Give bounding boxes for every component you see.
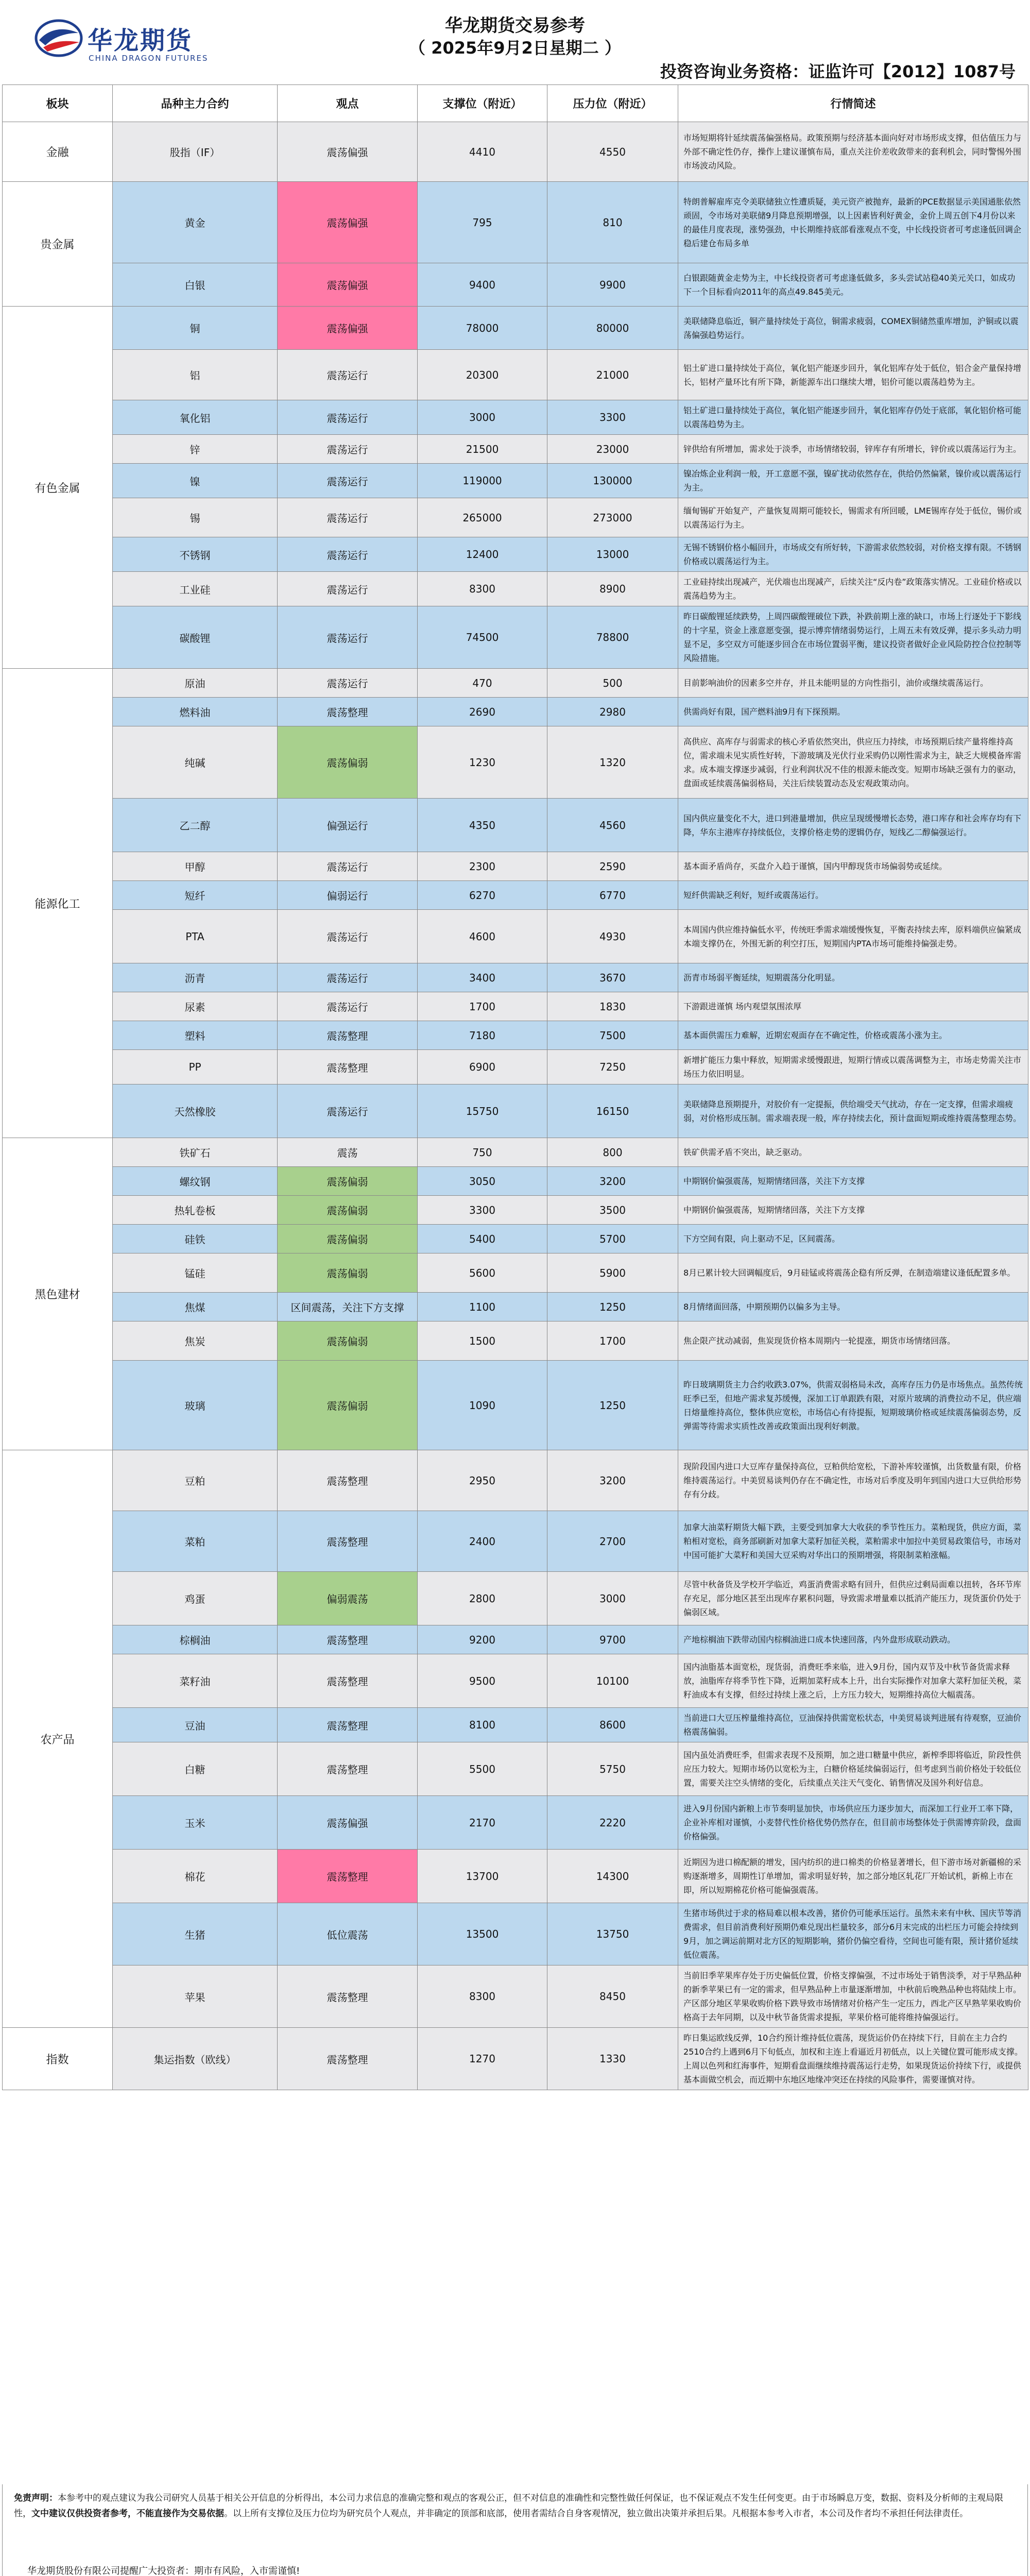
view-cell: 震荡运行 (278, 400, 418, 435)
table-row (3, 263, 1028, 307)
contract-cell: 镍 (113, 464, 278, 498)
view-cell: 偏弱运行 (278, 881, 418, 910)
table-row (3, 1167, 1028, 1196)
contract-cell: 白银 (113, 263, 278, 307)
support-cell: 265000 (418, 498, 547, 537)
brand-name-en: CHINA DRAGON FUTURES (89, 54, 209, 63)
view-cell: 震荡运行 (278, 435, 418, 464)
resistance-cell: 4550 (547, 122, 678, 182)
resistance-cell: 2220 (547, 1796, 678, 1850)
table-row (3, 1450, 1028, 1511)
table-row (3, 307, 1028, 350)
resistance-cell: 273000 (547, 498, 678, 537)
view-cell: 震荡整理 (278, 1450, 418, 1511)
description-cell: 工业硅持续出现减产，光伏端也出现减产，后续关注“反内卷”政策落实情况。工业硅价格或以震荡趋势为主。 (678, 572, 1028, 606)
description-cell: 国内虽处消费旺季，但需求表现不及预期，加之进口糖量中供应，新榨季即将临近，阶段性供应压力较大。短期市场仍以宽松为主，白糖价格延续偏弱运行，但考虑到当前价格处于较低位置，需要关注空头情绪的变化，后续重点关注天气变化、销售情况及国外利好信息。 (678, 1742, 1028, 1796)
description-cell: 高供应、高库存与弱需求的核心矛盾依然突出，供应压力持续，市场预期后续产量将维持高位，需求端未见实质性好转，下游玻璃及光伏行业采购仍以刚性需求为主，缺乏大规模备库需求。成本端支撑逐步减弱，行业利润状况不佳的根源未能改变。短期市场缺乏强有力的驱动，盘面或延续震荡偏弱格局，关注后续装置动态及宏观政策动向。 (678, 726, 1028, 799)
view-cell: 震荡运行 (278, 963, 418, 992)
resistance-cell: 14300 (547, 1850, 678, 1903)
contract-cell: 玉米 (113, 1796, 278, 1850)
view-cell: 震荡偏强 (278, 122, 418, 182)
table-row (3, 537, 1028, 572)
table-row (3, 726, 1028, 799)
view-cell: 震荡运行 (278, 537, 418, 572)
view-cell: 震荡整理 (278, 1965, 418, 2028)
view-cell: 震荡运行 (278, 606, 418, 669)
description-cell: 近期因为进口棉配额的增发，国内纺织的进口棉类的价格显著增长，但下游市场对新疆棉的采购逐渐增多，周期性订单增加，需求明显好转，加之部分地区轧花厂开始试机，新棉上市在即，所以短期棉花价格可能偏强震荡。 (678, 1850, 1028, 1903)
sector-cell: 能源化工 (3, 669, 113, 1138)
contract-cell: 塑料 (113, 1021, 278, 1050)
support-cell: 1100 (418, 1293, 547, 1321)
contract-cell: 菜籽油 (113, 1654, 278, 1708)
table-row (3, 572, 1028, 606)
support-cell: 1270 (418, 2028, 547, 2090)
description-cell: 焦企限产扰动减弱，焦炭现货价格本周期内一轮提涨，期货市场情绪回落。 (678, 1321, 1028, 1361)
resistance-cell: 13750 (547, 1903, 678, 1965)
support-cell: 2400 (418, 1511, 547, 1572)
table-row (3, 350, 1028, 400)
contract-cell: 尿素 (113, 992, 278, 1021)
contract-cell: 豆油 (113, 1708, 278, 1742)
table-row (3, 1321, 1028, 1361)
contract-cell: 碳酸锂 (113, 606, 278, 669)
table-row (3, 910, 1028, 963)
sector-cell: 指数 (3, 2028, 113, 2090)
support-cell: 8300 (418, 572, 547, 606)
header-description: 行情简述 (678, 85, 1028, 122)
resistance-cell: 16150 (547, 1084, 678, 1138)
description-cell: 加拿大油菜籽期货大幅下跌，主要受到加拿大大收获的季节性压力。菜粕现货，供应方面，菜粕相对宽松，商务部刷新对加拿大菜籽加征关税，菜粕需求中加拉中美贸易政策信号，市场对中国可能扩大菜籽和美国大豆采购对华出口的预期增强，将限制菜粕涨幅。 (678, 1511, 1028, 1572)
license-info: 投资咨询业务资格：证监许可【2012】1087号 (660, 62, 1016, 81)
description-cell: 国内油脂基本面宽松，现货弱，消费旺季来临，进入9月份，国内双节及中秋节备货需求释放，油脂库存将季节性下降，近期加菜籽成本上升，出台实际操作对加拿大菜籽加征关税，菜籽油成本有支撑，但经过持续上涨之后，上方压力较大，短期维持高位大幅震荡。 (678, 1654, 1028, 1708)
resistance-cell: 10100 (547, 1654, 678, 1708)
view-cell: 震荡整理 (278, 698, 418, 726)
support-cell: 74500 (418, 606, 547, 669)
description-cell: 沥青市场弱平衡延续，短期震荡分化明显。 (678, 963, 1028, 992)
contract-cell: 焦煤 (113, 1293, 278, 1321)
view-cell: 震荡运行 (278, 992, 418, 1021)
support-cell: 6270 (418, 881, 547, 910)
description-cell: 进入9月份国内新粮上市节奏明显加快，市场供应压力逐步加大，而深加工行业开工率下降，企业补库相对谨慎，小麦替代性价格优势仍然存在，但目前市场整体处于供需博弈阶段，盘面价格偏强。 (678, 1796, 1028, 1850)
support-cell: 4410 (418, 122, 547, 182)
table-row (3, 1625, 1028, 1654)
view-cell: 震荡偏弱 (278, 1361, 418, 1450)
support-cell: 119000 (418, 464, 547, 498)
contract-cell: 燃料油 (113, 698, 278, 726)
table-row (3, 464, 1028, 498)
view-cell: 震荡偏强 (278, 182, 418, 263)
resistance-cell: 3200 (547, 1450, 678, 1511)
resistance-cell: 2700 (547, 1511, 678, 1572)
resistance-cell: 130000 (547, 464, 678, 498)
support-cell: 2300 (418, 852, 547, 881)
futures-table (2, 84, 1028, 2090)
support-cell: 1500 (418, 1321, 547, 1361)
resistance-cell: 8450 (547, 1965, 678, 2028)
view-cell: 震荡运行 (278, 852, 418, 881)
disclaimer-label: 免责声明： (14, 2493, 58, 2503)
table-row (3, 963, 1028, 992)
description-cell: 短纤供需缺乏利好，短纤或震荡运行。 (678, 881, 1028, 910)
table-row (3, 1903, 1028, 1965)
contract-cell: 工业硅 (113, 572, 278, 606)
contract-cell: 甲醇 (113, 852, 278, 881)
view-cell: 震荡整理 (278, 1742, 418, 1796)
view-cell: 偏弱震荡 (278, 1572, 418, 1625)
description-cell: 昨日集运欧线反弹，10合约预计维持低位震荡，现货运价仍在持续下行，目前在主力合约2510合约上遇到6月下旬低点，加权和主连上看逼近月初低点，以上关键位置可能形成支撑。上周以色列和红海事件，短期看盘面继续维持震荡运行走势，如果现货运价持续下行，或提供基本面做空机会，而近期中东地区地缘冲突还在持续的风险事件，需要谨慎对待。 (678, 2028, 1028, 2090)
table-row (3, 669, 1028, 698)
contract-cell: 锰硅 (113, 1253, 278, 1293)
table-row (3, 435, 1028, 464)
table-row (3, 1021, 1028, 1050)
view-cell: 震荡整理 (278, 1021, 418, 1050)
contract-cell: 股指（IF） (113, 122, 278, 182)
description-cell: 镍冶炼企业利润一般，开工意愿不强，镍矿扰动依然存在，供给仍然偏紧，镍价或以震荡运行为主。 (678, 464, 1028, 498)
view-cell: 震荡运行 (278, 350, 418, 400)
support-cell: 9400 (418, 263, 547, 307)
description-cell: 8月已累计较大回调幅度后，9月硅锰或将震荡企稳有所反弹，在制造端建议逢低配置多单。 (678, 1253, 1028, 1293)
description-cell: 美联储降息临近，铜产量持续处于高位，铜需求疲弱，COMEX铜储然重库增加，沪铜或以震荡偏强趋势运行。 (678, 307, 1028, 350)
view-cell: 震荡偏强 (278, 1796, 418, 1850)
support-cell: 4350 (418, 799, 547, 852)
description-cell: 特朗普解雇库克令美联储独立性遭质疑，美元资产被抛弃，最新的PCE数据显示美国通胀依然顽固，令市场对美联储9月降息预期增强，以上因素皆利好黄金，金价上周五创下4月份以来的最佳月度表现，涨势强劲，中长期维持底部看涨观点不变，中长线投资者可考虑逢低回调企稳后建仓布局多单 (678, 182, 1028, 263)
support-cell: 8300 (418, 1965, 547, 2028)
description-cell: 铝土矿进口量持续处于高位，氧化铝产能逐步回升，氧化铝库存处于低位，铝合金产量保持增长，铝材产量环比有所下降，新能源车出口继续大增，铝价可能以震荡趋势为主。 (678, 350, 1028, 400)
table-row (3, 1708, 1028, 1742)
contract-cell: 沥青 (113, 963, 278, 992)
description-cell: 下方空间有限，向上驱动不足，区间震荡。 (678, 1225, 1028, 1253)
table-row (3, 182, 1028, 263)
view-cell: 震荡偏弱 (278, 1225, 418, 1253)
resistance-cell: 8900 (547, 572, 678, 606)
table-row (3, 1253, 1028, 1293)
view-cell: 震荡运行 (278, 498, 418, 537)
resistance-cell: 5750 (547, 1742, 678, 1796)
description-cell: 下游跟进谨慎 场内观望氛围浓厚 (678, 992, 1028, 1021)
disclaimer (14, 2490, 1018, 2521)
view-cell: 震荡运行 (278, 669, 418, 698)
description-cell: 铁矿供需矛盾不突出，缺乏驱动。 (678, 1138, 1028, 1167)
brand-name: 华龙期货 (88, 26, 193, 55)
resistance-cell: 1830 (547, 992, 678, 1021)
resistance-cell: 5700 (547, 1225, 678, 1253)
resistance-cell: 2980 (547, 698, 678, 726)
table-row (3, 122, 1028, 182)
contract-cell: 天然橡胶 (113, 1084, 278, 1138)
support-cell: 9500 (418, 1654, 547, 1708)
view-cell: 区间震荡，关注下方支撑 (278, 1293, 418, 1321)
table-row (3, 1138, 1028, 1167)
resistance-cell: 3300 (547, 400, 678, 435)
support-cell: 2690 (418, 698, 547, 726)
description-cell: 昨日玻璃期货主力合约收跌3.07%，供需双弱格局未改，高库存压力仍是市场焦点。虽然传统旺季已至，但地产需求复苏缓慢，深加工订单跟跌有限，对原片玻璃的消费拉动不足，供应端日熔量维持高位，整体供应宽松，市场信心有待提振，短期玻璃价格或延续震荡偏弱态势，反弹需等待需求实质性改善或政策面出现利好刺激。 (678, 1361, 1028, 1450)
resistance-cell: 3500 (547, 1196, 678, 1225)
resistance-cell: 3000 (547, 1572, 678, 1625)
resistance-cell: 3200 (547, 1167, 678, 1196)
support-cell: 5400 (418, 1225, 547, 1253)
resistance-cell: 6770 (547, 881, 678, 910)
contract-cell: 玻璃 (113, 1361, 278, 1450)
support-cell: 2170 (418, 1796, 547, 1850)
contract-cell: 生猪 (113, 1903, 278, 1965)
table-row (3, 992, 1028, 1021)
description-cell: 中期钢价偏强震荡，短期情绪回落，关注下方支撑 (678, 1196, 1028, 1225)
disclaimer-emphasis: 文中建议仅供投资者参考，不能直接作为交易依据 (31, 2509, 224, 2519)
view-cell: 震荡偏弱 (278, 1196, 418, 1225)
header-support: 支撑位（附近） (418, 85, 547, 122)
description-cell: 中期钢价偏强震荡，短期情绪回落，关注下方支撑 (678, 1167, 1028, 1196)
resistance-cell: 21000 (547, 350, 678, 400)
sector-cell: 金融 (3, 122, 113, 182)
support-cell: 470 (418, 669, 547, 698)
support-cell: 5600 (418, 1253, 547, 1293)
view-cell: 震荡整理 (278, 1625, 418, 1654)
table-row (3, 606, 1028, 669)
resistance-cell: 3670 (547, 963, 678, 992)
contract-cell: 原油 (113, 669, 278, 698)
contract-cell: 菜粕 (113, 1511, 278, 1572)
description-cell: 当前进口大豆压榨量维持高位，豆油保持供需宽松状态，中美贸易谈判进展有待观察，豆油价格震荡偏弱。 (678, 1708, 1028, 1742)
contract-cell: 棕榈油 (113, 1625, 278, 1654)
table-row (3, 698, 1028, 726)
table-row (3, 881, 1028, 910)
view-cell: 震荡整理 (278, 2028, 418, 2090)
table-row (3, 2028, 1028, 2090)
table-row (3, 498, 1028, 537)
description-cell: 昨日碳酸锂延续跌势，上周四碳酸锂破位下跌，补跌前期上涨的缺口，市场上行逐处于下影线的十字星，资金上涨意愿变强，提示博弈情绪弱势运行，上周五未有效反弹，提示多头动力明显不足，多空双方可能逐步回合在市场位置弱平衡，建议投资者做好企业风险防控合位控制等风险措施。 (678, 606, 1028, 669)
view-cell: 震荡偏弱 (278, 726, 418, 799)
contract-cell: 黄金 (113, 182, 278, 263)
table-row (3, 1225, 1028, 1253)
resistance-cell: 4930 (547, 910, 678, 963)
sector-cell: 农产品 (3, 1450, 113, 2028)
contract-cell: 焦炭 (113, 1321, 278, 1361)
contract-cell: 铁矿石 (113, 1138, 278, 1167)
table-row (3, 1742, 1028, 1796)
view-cell: 震荡偏弱 (278, 1167, 418, 1196)
table-row (3, 400, 1028, 435)
support-cell: 1230 (418, 726, 547, 799)
support-cell: 1090 (418, 1361, 547, 1450)
resistance-cell: 13000 (547, 537, 678, 572)
table-row (3, 1050, 1028, 1084)
risk-reminder: 华龙期货股份有限公司提醒广大投资者：期市有风险，入市需谨慎! (27, 2566, 300, 2576)
contract-cell: 不锈钢 (113, 537, 278, 572)
description-cell: 8月情绪面回落，中期预期仍以偏多为主导。 (678, 1293, 1028, 1321)
table-row (3, 852, 1028, 881)
view-cell: 震荡偏弱 (278, 1321, 418, 1361)
footer (2, 2484, 1028, 2576)
resistance-cell: 80000 (547, 307, 678, 350)
contract-cell: 白糖 (113, 1742, 278, 1796)
description-cell: 基本面供需压力难解，近期宏观面存在不确定性，价格或震荡小涨为主。 (678, 1021, 1028, 1050)
contract-cell: 硅铁 (113, 1225, 278, 1253)
view-cell: 低位震荡 (278, 1903, 418, 1965)
resistance-cell: 4560 (547, 799, 678, 852)
support-cell: 5500 (418, 1742, 547, 1796)
description-cell: 美联储降息预期提升，对胶价有一定提振，供给端受天气扰动，存在一定支撑，但需求端疲弱，对价格形成压制。需求端表现一般，库存持续去化，预计盘面短期或维持震荡整理态势。 (678, 1084, 1028, 1138)
table-row (3, 1850, 1028, 1903)
contract-cell: PTA (113, 910, 278, 963)
description-cell: 供需尚好有限，国产燃料油9月有下探预期。 (678, 698, 1028, 726)
sector-cell: 有色金属 (3, 307, 113, 669)
report-header (0, 0, 1030, 84)
description-cell: 新增扩能压力集中释放，短期需求缓慢跟进，短期行情或以震荡调整为主，市场走势需关注市场压力依旧明显。 (678, 1050, 1028, 1084)
view-cell: 震荡偏弱 (278, 1253, 418, 1293)
support-cell: 750 (418, 1138, 547, 1167)
contract-cell: 乙二醇 (113, 799, 278, 852)
contract-cell: 锌 (113, 435, 278, 464)
support-cell: 9200 (418, 1625, 547, 1654)
description-cell: 产地棕榈油下跌带动国内棕榈油进口成本快速回落，内外盘形成联动跌动。 (678, 1625, 1028, 1654)
table-row (3, 1293, 1028, 1321)
resistance-cell: 1700 (547, 1321, 678, 1361)
description-cell: 本周国内供应维持偏低水平，传统旺季需求端缓慢恢复，平衡表持续去库，原料端供应偏紧成本端支撑仍在，外围无新的利空打压，短期国内PTA市场可能维持偏强走势。 (678, 910, 1028, 963)
page-title: 华龙期货交易参考 (445, 15, 585, 36)
table-header-row (3, 85, 1028, 122)
description-cell: 无锡不锈钢价格小幅回升，市场成交有所好转，下游需求依然较弱，对价格支撑有限。不锈钢价格或以震荡运行为主。 (678, 537, 1028, 572)
description-cell: 铝土矿进口量持续处于高位，氧化铝产能逐步回升，氧化铝库存仍处于底部，氧化铝价格可能以震荡趋势为主。 (678, 400, 1028, 435)
description-cell: 生猪市场供过于求的格局难以根本改善，猪价仍可能承压运行。虽然未来有中秋、国庆节等消费需求，但目前消费利好预期仍难兑现出栏量较多，部分6月末完成的出栏压力可能会持续到9月，加之调运前期对北方区的短期影响，猪价仍偏空看待，空间也可能有限，预计猪价延续低位震荡。 (678, 1903, 1028, 1965)
support-cell: 15750 (418, 1084, 547, 1138)
view-cell: 偏强运行 (278, 799, 418, 852)
table-row (3, 1965, 1028, 2028)
resistance-cell: 800 (547, 1138, 678, 1167)
description-cell: 白银跟随黄金走势为主，中长线投资者可考虑逢低做多，多头尝试站稳40美元关口，如成功下一个目标看向2011年的高点49.845美元。 (678, 263, 1028, 307)
support-cell: 78000 (418, 307, 547, 350)
sector-cell: 黑色建材 (3, 1138, 113, 1450)
support-cell: 1700 (418, 992, 547, 1021)
contract-cell: 棉花 (113, 1850, 278, 1903)
view-cell: 震荡整理 (278, 1708, 418, 1742)
resistance-cell: 1250 (547, 1361, 678, 1450)
contract-cell: 铝 (113, 350, 278, 400)
support-cell: 20300 (418, 350, 547, 400)
description-cell: 市场短期将针延续震荡偏强格局。政策预期与经济基本面向好对市场形成支撑，但估值压力与外部不确定性仍存，操作上建议谨慎布局，重点关注价差收敛带来的套利机会，同时警惕外围市场波动风险。 (678, 122, 1028, 182)
resistance-cell: 500 (547, 669, 678, 698)
view-cell: 震荡偏强 (278, 263, 418, 307)
support-cell: 3400 (418, 963, 547, 992)
contract-cell: 氧化铝 (113, 400, 278, 435)
header-contract: 品种主力合约 (113, 85, 278, 122)
table-row (3, 799, 1028, 852)
view-cell: 震荡运行 (278, 464, 418, 498)
description-cell: 目前影响油价的因素多空并存，并且未能明显的方向性指引，油价或继续震荡运行。 (678, 669, 1028, 698)
view-cell: 震荡整理 (278, 1050, 418, 1084)
report-date: （ 2025年9月2日星期二 ） (409, 38, 621, 58)
description-cell: 缅甸锡矿开始复产，产量恢复周期可能较长，锡需求有所回暖，LME锡库存处于低位，锡价或以震荡运行为主。 (678, 498, 1028, 537)
view-cell: 震荡整理 (278, 1654, 418, 1708)
contract-cell: 锡 (113, 498, 278, 537)
support-cell: 795 (418, 182, 547, 263)
header-view: 观点 (278, 85, 418, 122)
support-cell: 2800 (418, 1572, 547, 1625)
contract-cell: PP (113, 1050, 278, 1084)
table-row (3, 1084, 1028, 1138)
view-cell: 震荡运行 (278, 1084, 418, 1138)
support-cell: 4600 (418, 910, 547, 963)
contract-cell: 短纤 (113, 881, 278, 910)
resistance-cell: 23000 (547, 435, 678, 464)
support-cell: 2950 (418, 1450, 547, 1511)
disclaimer-text-1: 本参考中的观点建议为我公司研究人员基于相关公开信息的分析得出，本公司力求信息的准确完整和观点的客观公正，但不对信息的准确性和完整性做任何保证，也不保证观点不发生任何变更。由于市场瞬息万变，数据、资料及分析师的主观局限性， (14, 2493, 1003, 2519)
contract-cell: 集运指数（欧线） (113, 2028, 278, 2090)
resistance-cell: 7250 (547, 1050, 678, 1084)
description-cell: 基本面矛盾尚存，买盘介入趋于谨慎，国内甲醇现货市场偏弱势或延续。 (678, 852, 1028, 881)
table-row (3, 1196, 1028, 1225)
view-cell: 震荡运行 (278, 910, 418, 963)
resistance-cell: 2590 (547, 852, 678, 881)
description-cell: 现阶段国内进口大豆库存量保持高位，豆粕供给宽松，下游补库较谨慎，出货数量有限，价格维持震荡运行。中美贸易谈判仍存在不确定性，市场对后季度及明年到国内进口大豆供给形势存有分歧。 (678, 1450, 1028, 1511)
resistance-cell: 810 (547, 182, 678, 263)
resistance-cell: 1330 (547, 2028, 678, 2090)
table-row (3, 1361, 1028, 1450)
contract-cell: 铜 (113, 307, 278, 350)
contract-cell: 纯碱 (113, 726, 278, 799)
view-cell: 震荡整理 (278, 1850, 418, 1903)
resistance-cell: 9700 (547, 1625, 678, 1654)
support-cell: 21500 (418, 435, 547, 464)
table-row (3, 1796, 1028, 1850)
contract-cell: 豆粕 (113, 1450, 278, 1511)
contract-cell: 苹果 (113, 1965, 278, 2028)
disclaimer-text-2: 。以上所有支撑位及压力位均为研究员个人观点，并非确定的顶部和底部，使用者需结合自身客观情况，独立做出决策并承担后果。凡根据本参考入市者，本公司及作者均不承担任何法律责任。 (224, 2509, 968, 2519)
view-cell: 震荡 (278, 1138, 418, 1167)
resistance-cell: 8600 (547, 1708, 678, 1742)
view-cell: 震荡运行 (278, 572, 418, 606)
support-cell: 3000 (418, 400, 547, 435)
support-cell: 12400 (418, 537, 547, 572)
table-row (3, 1654, 1028, 1708)
description-cell: 国内供应量变化不大，进口到港量增加，供应呈现缓慢增长态势，港口库存和社会库存均有下降，华东主港库存持续低位，支撑价格走势的逻辑仍存，短线乙二醇偏强运行。 (678, 799, 1028, 852)
header-resistance: 压力位（附近） (547, 85, 678, 122)
support-cell: 13700 (418, 1850, 547, 1903)
support-cell: 3300 (418, 1196, 547, 1225)
description-cell: 锌供给有所增加，需求处于淡季，市场情绪较弱，锌库存有所增长，锌价或以震荡运行为主。 (678, 435, 1028, 464)
support-cell: 7180 (418, 1021, 547, 1050)
description-cell: 当前旧季苹果库存处于历史偏低位置，价格支撑偏强，不过市场处于销售淡季，对于早熟品种的新季苹果已有一定的需求，但早熟品种上市量逐渐增加，中秋前后晚熟品种也将陆续上市。产区部分地区苹果收购价格下跌导致市场情绪对价格产生一定压力，西北产区早熟苹果收购价格高于去年同期，以及中秋节备货需求提振，苹果价格可能将维持偏强运行。 (678, 1965, 1028, 2028)
resistance-cell: 1320 (547, 726, 678, 799)
header-sector: 板块 (3, 85, 113, 122)
support-cell: 3050 (418, 1167, 547, 1196)
view-cell: 震荡偏强 (278, 307, 418, 350)
table-row (3, 1511, 1028, 1572)
description-cell: 尽管中秋备货及学校开学临近，鸡蛋消费需求略有回升，但供应过剩局面难以扭转，各环节库存充足，部分地区甚至出现库存累积问题，导致需求增量难以抵消产能压力，现货蛋价仍处于偏弱区域。 (678, 1572, 1028, 1625)
resistance-cell: 1250 (547, 1293, 678, 1321)
support-cell: 13500 (418, 1903, 547, 1965)
contract-cell: 螺纹钢 (113, 1167, 278, 1196)
resistance-cell: 7500 (547, 1021, 678, 1050)
sector-cell: 贵金属 (3, 182, 113, 307)
resistance-cell: 5900 (547, 1253, 678, 1293)
view-cell: 震荡整理 (278, 1511, 418, 1572)
contract-cell: 鸡蛋 (113, 1572, 278, 1625)
support-cell: 6900 (418, 1050, 547, 1084)
table-row (3, 1572, 1028, 1625)
resistance-cell: 9900 (547, 263, 678, 307)
resistance-cell: 78800 (547, 606, 678, 669)
support-cell: 8100 (418, 1708, 547, 1742)
contract-cell: 热轧卷板 (113, 1196, 278, 1225)
